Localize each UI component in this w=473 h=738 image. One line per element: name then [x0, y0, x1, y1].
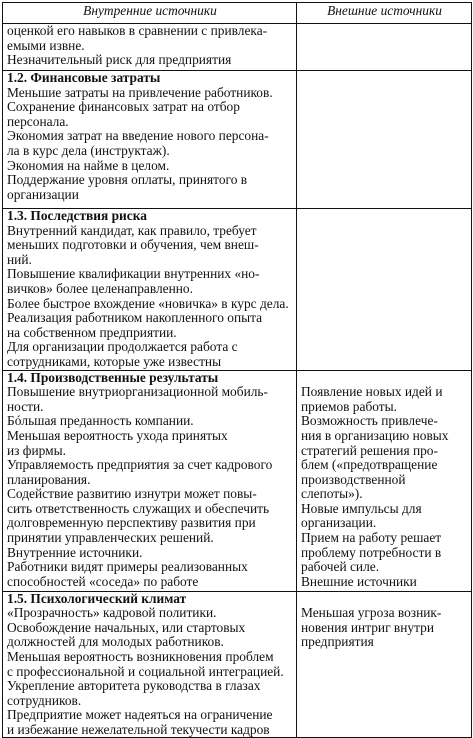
table-row	[3, 591, 472, 738]
text-line: ния в организацию новых	[301, 427, 449, 443]
text-line: Освобождение начальных, или стартовых	[7, 619, 246, 635]
text-line: Реализация работником накопленного опыта	[7, 310, 263, 326]
text-line	[301, 371, 468, 386]
text-line: Меньшие затраты на привлечение работников.	[7, 84, 273, 100]
text-line: Сохранение финансовых затрат на отбор	[7, 99, 240, 115]
text-line: должностей для молодых работников.	[7, 634, 224, 650]
text-line: Внутренний кандидат, как правило, требует	[7, 222, 257, 238]
section-heading: 1.4. Производственные результаты	[7, 369, 219, 385]
text-line: Бóльшая преданность компании.	[7, 413, 194, 429]
table-header-row	[3, 3, 472, 24]
text-line: организации.	[301, 515, 377, 531]
text-line: Внутренние источники.	[7, 544, 143, 560]
table-row	[3, 209, 472, 371]
internal-sources-cell	[3, 209, 297, 371]
text-line: Возможность привлече-	[301, 413, 438, 429]
text-line: блем («предотвращение	[301, 457, 438, 473]
text-line: Новые импульсы для	[301, 500, 422, 516]
text-line: Меньшая вероятность возникновения проблем	[7, 648, 274, 664]
text-line: планирования.	[7, 471, 91, 487]
text-line: Поддержание уровня оплаты, принятого в	[7, 172, 248, 188]
external-sources-cell	[297, 24, 472, 71]
text-line: Внешние источники	[301, 573, 417, 589]
text-line: Более быстрое вхождение «новичка» в курс дела.	[7, 295, 289, 311]
text-line: с профессиональной и социальной интеграцией.	[7, 663, 284, 679]
text-line: персонала.	[7, 113, 69, 129]
text-line: организации	[7, 186, 79, 202]
text-line: долговременную перспективу развития при	[7, 515, 256, 531]
text-line: слепоты»).	[301, 486, 363, 502]
text-line: сить ответственность служащих и обеспечить	[7, 500, 270, 516]
header-internal-sources: Внутренние источники	[3, 3, 297, 24]
text-line: Прием на работу решает	[301, 530, 442, 546]
sources-table	[2, 2, 472, 738]
text-line: Экономия на найме в целом.	[7, 157, 170, 173]
text-line: и избежание нежелательной текучести кадров	[7, 721, 270, 737]
text-line: Предприятие может надеяться на ограничение	[7, 707, 273, 723]
text-line	[301, 592, 468, 607]
text-line: Экономия затрат на введение нового персона-	[7, 128, 269, 144]
text-line: Появление новых идей и	[301, 384, 443, 400]
internal-sources-cell	[3, 591, 297, 738]
text-line: принятии управленческих решений.	[7, 530, 214, 546]
text-line: Незначительный риск для предприятия	[7, 52, 232, 68]
text-line: новения интриг внутри	[301, 619, 434, 635]
text-line: вичков» более целенаправленно.	[7, 280, 193, 296]
section-heading: 1.5. Психологический климат	[7, 590, 187, 606]
section-heading: 1.2. Финансовые затраты	[7, 70, 161, 85]
text-line: стратегий решения про-	[301, 442, 438, 458]
text-line: Меньшая вероятность ухода принятых	[7, 427, 228, 443]
text-line: Меньшая угроза возник-	[301, 605, 442, 621]
external-sources-cell	[297, 370, 472, 591]
text-line: Укрепление авторитета руководства в глазах	[7, 678, 261, 694]
text-line: на собственном предприятии.	[7, 324, 177, 340]
text-line: приемов работы.	[301, 398, 397, 414]
text-line: сотрудников.	[7, 692, 82, 708]
text-line: Содействие развитию изнутри может повы-	[7, 486, 257, 502]
text-line: Повышение внутриорганизационной мобиль-	[7, 384, 268, 400]
text-line: рабочей силе.	[301, 559, 380, 575]
text-line: ла в курс дела (инструктаж).	[7, 142, 170, 158]
text-line: Для организации продолжается работа с	[7, 339, 238, 355]
text-line: способностей «соседа» по работе	[7, 573, 199, 589]
text-line: Повышение квалификации внутренних «но-	[7, 266, 260, 282]
text-line: Работники видят примеры реализованных	[7, 559, 248, 575]
section-heading: 1.3. Последствия риска	[7, 208, 147, 223]
internal-sources-cell	[3, 370, 297, 591]
table-row	[3, 370, 472, 591]
text-line: из фирмы.	[7, 442, 66, 458]
text-line: «Прозрачность» кадровой политики.	[7, 605, 217, 621]
text-line: сотрудниками, которые уже известны	[7, 353, 222, 369]
text-line: емыми извне.	[7, 37, 85, 53]
text-line: предприятия	[301, 634, 374, 650]
internal-sources-cell	[3, 24, 297, 71]
table-row	[3, 24, 472, 71]
text-line: проблему потребности в	[301, 544, 442, 560]
external-sources-cell	[297, 71, 472, 209]
text-line: оценкой его навыков в сравнении с привлека-	[7, 23, 268, 38]
text-line: ний.	[7, 251, 32, 267]
header-external-sources: Внешние источники	[297, 3, 472, 24]
text-line: Управляемость предприятия за счет кадрового	[7, 457, 273, 473]
text-line: производственной	[301, 471, 406, 487]
text-line: меньших подготовки и обучения, чем внеш-	[7, 237, 259, 253]
internal-sources-cell	[3, 71, 297, 209]
text-line: ности.	[7, 398, 44, 414]
table-row	[3, 71, 472, 209]
external-sources-cell	[297, 591, 472, 738]
external-sources-cell	[297, 209, 472, 371]
